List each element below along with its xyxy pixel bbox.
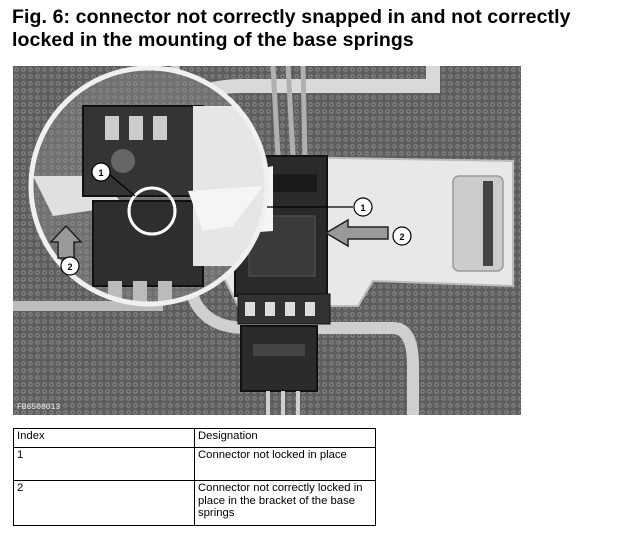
table-row: [14, 448, 376, 481]
svg-text:1: 1: [360, 203, 366, 213]
connector-photo-illustration: [13, 66, 521, 415]
figure-title: Fig. 6: connector not correctly snapped in and not correctly locked in the mounting of the base springs: [12, 6, 571, 51]
row-designation: Connector not locked in place: [195, 448, 376, 481]
table-row: [14, 481, 376, 526]
header-designation: Designation: [195, 429, 376, 448]
header-index: Index: [14, 429, 195, 448]
svg-text:2: 2: [399, 232, 405, 242]
svg-text:2: 2: [67, 262, 73, 272]
table-header-row: [14, 429, 376, 448]
callout-1-main: [354, 198, 372, 216]
callout-2-main: [393, 227, 411, 245]
callout-1-magnified: [92, 163, 110, 181]
row-index: 2: [14, 481, 195, 526]
svg-text:1: 1: [98, 168, 104, 178]
legend-table: [13, 428, 376, 526]
row-designation: Connector not correctly locked in place in the bracket of the base springs: [195, 481, 376, 526]
row-index: 1: [14, 448, 195, 481]
callout-2-magnified: [61, 257, 79, 275]
connector-photo: [13, 66, 521, 415]
image-code: FB6508013: [17, 403, 61, 412]
